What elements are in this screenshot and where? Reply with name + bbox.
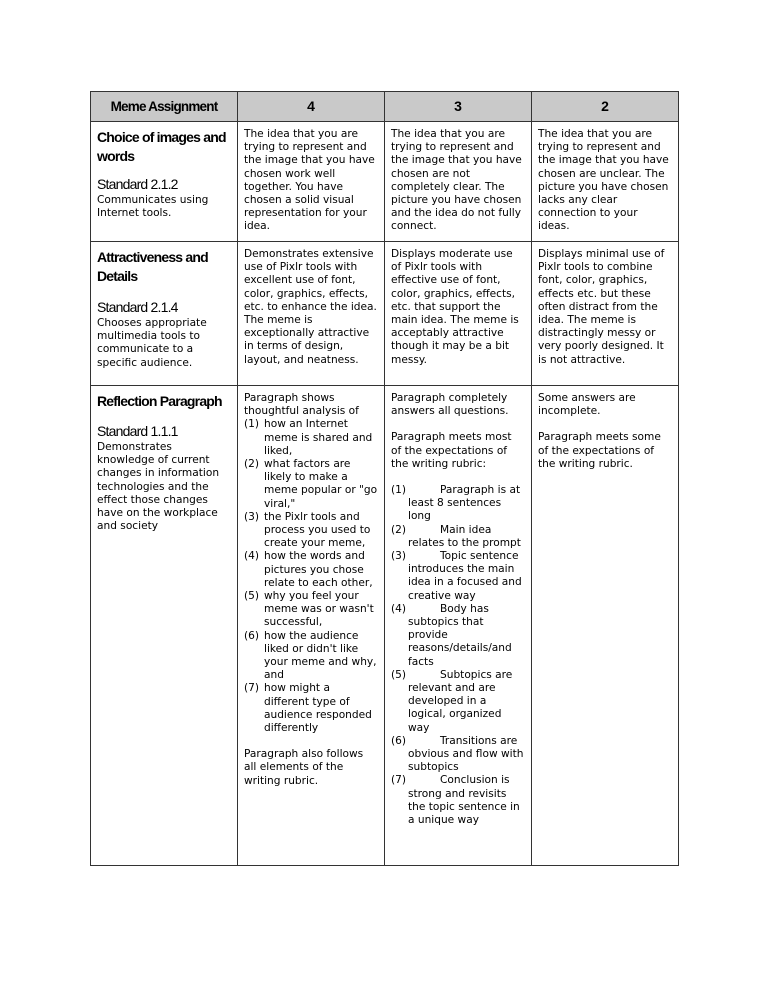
standard-description: Demonstrates knowledge of current changes in information technologies and the effect those changes have on the workplace and society bbox=[97, 441, 220, 533]
criteria-cell bbox=[91, 386, 238, 866]
table-row bbox=[91, 386, 679, 866]
standard-label: Standard 2.1.2 bbox=[97, 176, 178, 192]
score-3-paragraph-1: Paragraph completely answers all questions. bbox=[391, 392, 509, 418]
header-criteria: Meme Assignment bbox=[91, 92, 238, 122]
list-item: (5) Subtopics are relevant and are developed in a logical, organized way bbox=[391, 668, 513, 734]
list-item: (2) what factors are likely to make a meme popular or "go viral," bbox=[244, 458, 378, 510]
list-item: (6) how the audience liked or didn't like your meme and why, and bbox=[244, 629, 377, 682]
score-2-cell: Displays minimal use of Pixlr tools to combine font, color, graphics, effects etc. but these often distract from the idea. The meme is distractingly messy or very poorly designed. It is not attractive. bbox=[532, 242, 679, 386]
list-item: (2) Main idea relates to the prompt bbox=[391, 523, 521, 549]
score-2-cell: The idea that you are trying to represent and the image that you have chosen are unclear. The picture you have chosen lacks any clear connection to your ideas. bbox=[532, 122, 679, 242]
score-2-paragraph-1: Some answers are incomplete. bbox=[538, 392, 636, 418]
header-score-3: 3 bbox=[385, 92, 532, 122]
score-2-cell bbox=[532, 386, 679, 866]
list-item: (3) Topic sentence introduces the main idea in a focused and creative way bbox=[391, 550, 522, 602]
standard-label: Standard 1.1.1 bbox=[97, 423, 178, 439]
list-item: (1) Paragraph is at least 8 sentences long bbox=[391, 484, 521, 523]
meme-rubric-table bbox=[90, 91, 679, 866]
score-3-cell bbox=[385, 386, 532, 866]
list-item: (1) how an Internet meme is shared and liked, bbox=[244, 418, 373, 457]
writing-rubric-list bbox=[391, 484, 525, 827]
table-row bbox=[91, 242, 679, 386]
table-row bbox=[91, 122, 679, 242]
criteria-title: Reflection Paragraph bbox=[97, 393, 222, 409]
criteria-cell bbox=[91, 242, 238, 386]
score-3-cell: The idea that you are trying to represent and the image that you have chosen are not completely clear. The picture you have chosen and the idea do not fully connect. bbox=[385, 122, 532, 242]
score-3-paragraph-2: Paragraph meets most of the expectations of the writing rubric: bbox=[391, 431, 512, 470]
score-4-cell: Demonstrates extensive use of Pixlr tools with excellent use of font, color, graphics, effects, etc. to enhance the idea. The meme is exceptionally attractive in terms of design, layout, and neatness. bbox=[238, 242, 385, 386]
header-score-2: 2 bbox=[532, 92, 679, 122]
list-item: (5) why you feel your meme was or wasn't successful, bbox=[244, 590, 374, 629]
list-item: (4) Body has subtopics that provide reasons/details/and facts bbox=[391, 602, 512, 668]
score-3-cell: Displays moderate use of Pixlr tools with effective use of font, color, graphics, effects, etc. that support the main idea. The meme is acceptably attractive though it may be a bit messy. bbox=[385, 242, 532, 386]
score-4-outro: Paragraph also follows all elements of the writing rubric. bbox=[244, 748, 364, 787]
list-item: (7) how might a different type of audience responded differently bbox=[244, 682, 372, 735]
list-item: (7) Conclusion is strong and revisits the topic sentence in a unique way bbox=[391, 774, 520, 827]
standard-description: Chooses appropriate multimedia tools to communicate to a specific audience. bbox=[97, 317, 207, 369]
criteria-title: Attractiveness and Details bbox=[97, 249, 208, 284]
header-score-4: 4 bbox=[238, 92, 385, 122]
score-4-cell bbox=[238, 386, 385, 866]
list-item: (6) Transitions are obvious and flow with subtopics bbox=[391, 734, 524, 774]
list-item: (4) how the words and pictures you chose relate to each other, bbox=[244, 550, 373, 589]
list-item: (3) the Pixlr tools and process you used to create your meme, bbox=[244, 510, 371, 550]
score-2-paragraph-2: Paragraph meets some of the expectations of the writing rubric. bbox=[538, 431, 661, 470]
score-4-intro: Paragraph shows thoughtful analysis of bbox=[244, 392, 359, 418]
score-4-cell: The idea that you are trying to represent and the image that you have chosen work well together. You have chosen a solid visual representation for your idea. bbox=[238, 122, 385, 242]
standard-description: Communicates using Internet tools. bbox=[97, 194, 209, 220]
standard-label: Standard 2.1.4 bbox=[97, 299, 178, 315]
header-row bbox=[91, 92, 679, 122]
criteria-title: Choice of images and words bbox=[97, 129, 226, 164]
criteria-cell bbox=[91, 122, 238, 242]
analysis-list bbox=[244, 418, 378, 735]
